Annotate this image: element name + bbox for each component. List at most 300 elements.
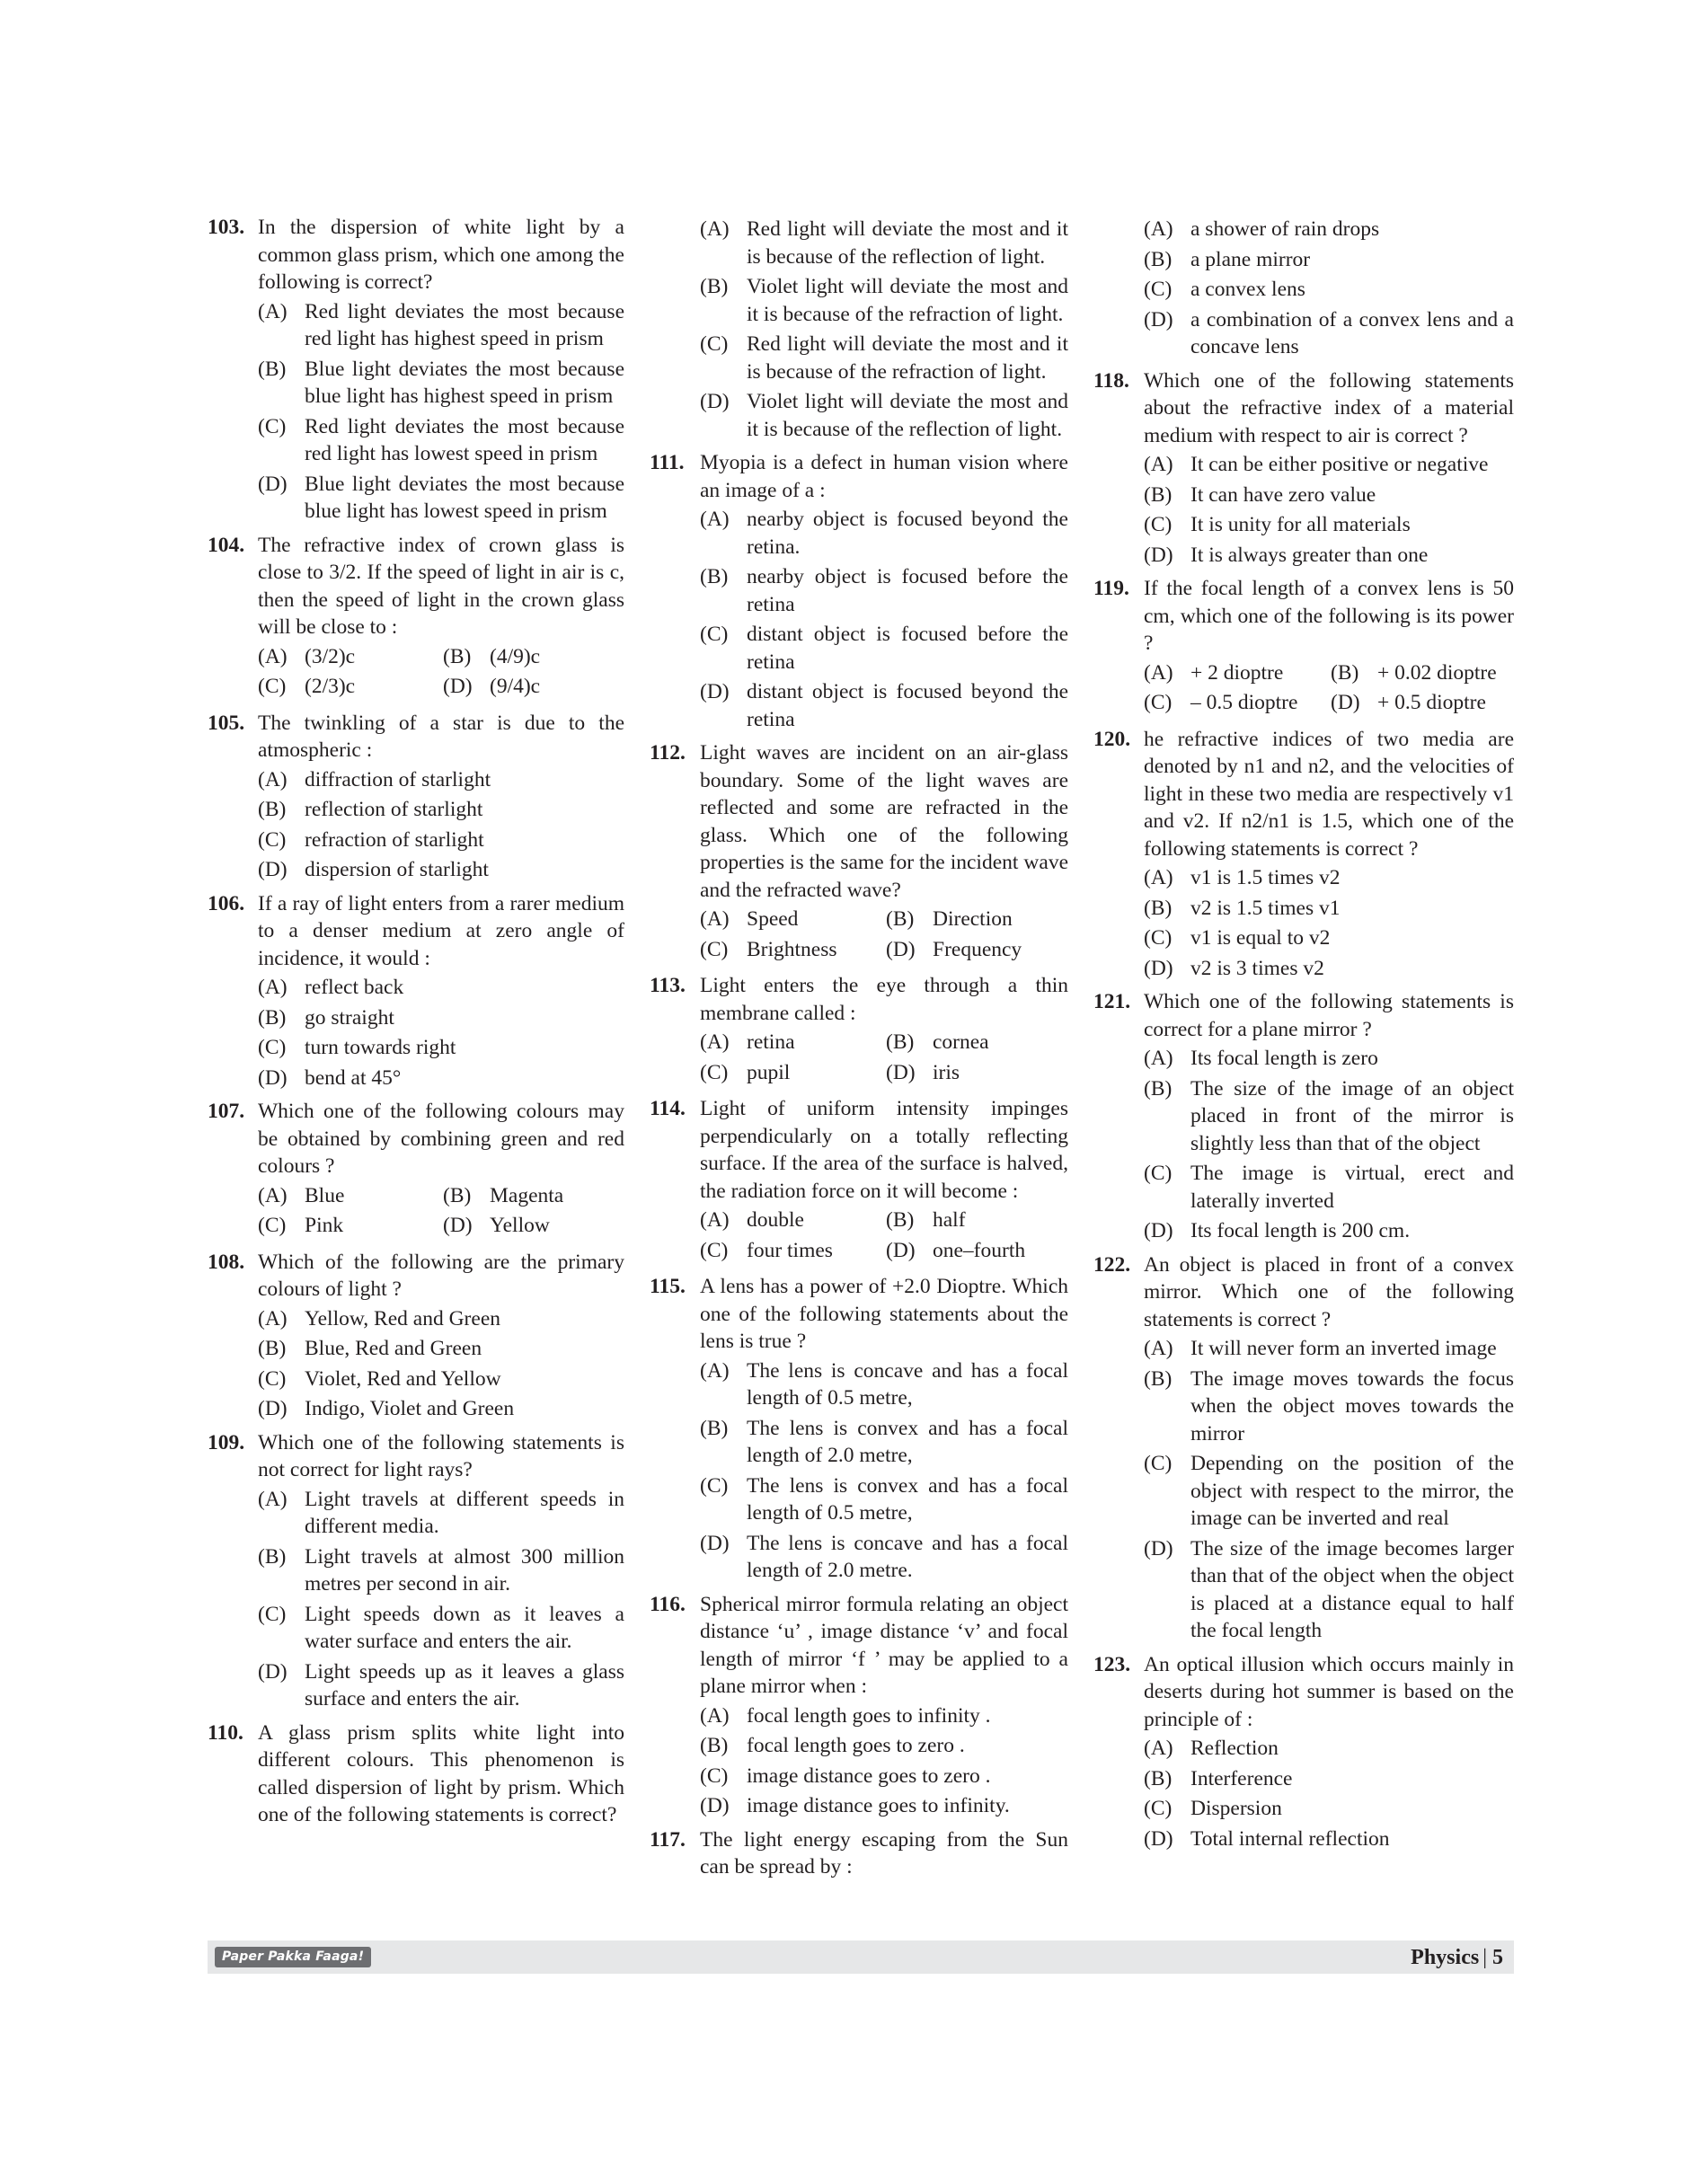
option-text: The image moves towards the focus when the object moves towards the mirror <box>1190 1366 1514 1445</box>
option-label: (D) <box>886 1060 916 1084</box>
option-text: image distance goes to infinity. <box>747 1794 1010 1817</box>
option-label: (D) <box>258 1659 288 1684</box>
option-label: (B) <box>1144 1076 1173 1101</box>
answer-option <box>258 1658 624 1713</box>
option-label: (B) <box>443 644 472 668</box>
question-number: 107. <box>208 1100 245 1123</box>
option-text: Pink <box>305 1214 344 1237</box>
answer-option <box>1144 1335 1514 1363</box>
option-list <box>1144 216 1514 361</box>
option-label: (C) <box>700 1764 729 1788</box>
page-number: 5 <box>1492 1946 1503 1969</box>
option-text: – 0.5 dioptre <box>1190 691 1298 714</box>
option-label: (A) <box>700 508 730 531</box>
question-text: A lens has a power of +2.0 Dioptre. Which one of the following statements about the lens is true ? <box>700 1275 1068 1353</box>
option-label: (B) <box>1144 896 1173 920</box>
option-list <box>258 298 624 526</box>
answer-option <box>258 1543 624 1598</box>
option-text: four times <box>747 1238 833 1262</box>
column-right <box>1093 214 1514 1859</box>
option-label: (B) <box>886 1208 915 1232</box>
question-text: Spherical mirror formula relating an object distance ‘u’ , image distance ‘v’ and focal length of mirror ‘f ’ may be applied to a plane mirror when : <box>700 1592 1068 1698</box>
option-text: image distance goes to zero . <box>747 1764 991 1788</box>
option-label: (B) <box>1144 1766 1173 1790</box>
option-label: (C) <box>700 937 729 961</box>
option-text: Its focal length is 200 cm. <box>1190 1219 1411 1242</box>
question-item <box>1093 216 1514 361</box>
option-list <box>700 216 1068 443</box>
question-number: 109. <box>208 1430 245 1454</box>
question-item <box>208 710 624 884</box>
question-text: An optical illusion which occurs mainly in deserts during hot summer is based on the principle of : <box>1144 1652 1514 1731</box>
option-text: v1 is 1.5 times v2 <box>1190 866 1341 889</box>
option-text: The lens is convex and has a focal length of 2.0 metre, <box>747 1416 1068 1467</box>
question-text: Light of uniform intensity impinges perpendicularly on a totally reflecting surface. If the area of the surface is halved, the radiation force on it will become : <box>700 1097 1068 1203</box>
option-label: (A) <box>700 217 730 241</box>
option-label: (A) <box>258 767 288 791</box>
answer-option <box>886 1207 1068 1234</box>
option-list <box>1144 864 1514 982</box>
option-text: distant object is focused beyond the retina <box>747 680 1068 731</box>
option-text: nearby object is focused beyond the retina. <box>747 508 1068 559</box>
option-label: (A) <box>700 1208 730 1232</box>
answer-option <box>700 1029 882 1056</box>
question-number: 106. <box>208 891 245 915</box>
answer-option <box>1144 306 1514 361</box>
option-text: The lens is concave and has a focal length of 2.0 metre. <box>747 1531 1068 1582</box>
option-label: (A) <box>258 976 288 999</box>
question-number: 114. <box>650 1097 686 1120</box>
option-text: focal length goes to zero . <box>747 1734 965 1757</box>
answer-option <box>700 273 1068 328</box>
question-number: 116. <box>650 1592 686 1616</box>
question-text: If a ray of light enters from a rarer medium to a denser medium at zero angle of incidence, it would : <box>258 891 624 970</box>
answer-option <box>700 678 1068 733</box>
option-label: (B) <box>700 1734 729 1757</box>
option-text: a convex lens <box>1190 278 1305 301</box>
option-label: (D) <box>886 1238 916 1262</box>
question-text: A glass prism splits white light into different colours. This phenomenon is called dispersion of light by prism. Which one of the following statements is correct? <box>258 1720 624 1826</box>
option-text: Interference <box>1190 1766 1293 1790</box>
option-text: reflection of starlight <box>305 798 483 821</box>
option-text: Light speeds down as it leaves a water surface and enters the air. <box>305 1602 624 1653</box>
option-text: Red light deviates the most because red light has lowest speed in prism <box>305 414 624 465</box>
question-item <box>208 1249 624 1423</box>
option-text: Brightness <box>747 937 837 961</box>
option-label: (A) <box>1144 866 1173 889</box>
option-list <box>1144 1735 1514 1852</box>
option-label: (A) <box>700 1358 730 1383</box>
option-text: The size of the image becomes larger than that of the object when the object is placed at a distance equal to half the focal length <box>1190 1536 1514 1642</box>
option-label: (C) <box>1144 1162 1173 1185</box>
page-info <box>1411 1944 1503 1971</box>
question-number: 115. <box>650 1275 686 1298</box>
answer-option <box>700 1792 1068 1820</box>
answer-option <box>1144 1366 1514 1448</box>
option-label: (D) <box>700 1531 730 1555</box>
answer-option <box>886 1029 1068 1056</box>
option-text: distant object is focused before the retina <box>747 623 1068 674</box>
option-text: bend at 45° <box>305 1065 402 1090</box>
option-list <box>700 1029 1068 1089</box>
answer-option <box>1144 1795 1514 1823</box>
question-text: Which one of the following colours may be obtained by combining green and red colours ? <box>258 1100 624 1178</box>
option-list <box>258 1486 624 1713</box>
question-item <box>650 972 1068 1089</box>
option-list <box>1144 659 1514 720</box>
option-text: (9/4)c <box>490 675 541 698</box>
option-label: (A) <box>1144 217 1173 241</box>
answer-option <box>1144 1217 1514 1245</box>
question-item <box>1093 1251 1514 1645</box>
option-label: (A) <box>258 299 288 323</box>
answer-option <box>1144 1045 1514 1073</box>
answer-option <box>258 1182 439 1210</box>
option-label: (B) <box>443 1183 472 1207</box>
option-label: (B) <box>1144 1366 1173 1391</box>
answer-option <box>700 506 1068 561</box>
answer-option <box>258 643 439 671</box>
question-item <box>1093 367 1514 570</box>
question-item <box>208 532 624 703</box>
answer-option <box>258 1305 624 1333</box>
answer-option <box>258 1366 624 1393</box>
option-label: (D) <box>443 675 473 698</box>
question-item <box>208 1429 624 1713</box>
question-number: 113. <box>650 974 686 997</box>
question-text: The twinkling of a star is due to the atmospheric : <box>258 711 624 762</box>
option-text: (3/2)c <box>305 644 356 668</box>
option-text: The image is virtual, erect and laterally inverted <box>1190 1162 1514 1213</box>
question-number: 119. <box>1093 577 1129 600</box>
question-number: 122. <box>1093 1252 1131 1277</box>
option-label: (D) <box>258 472 288 496</box>
option-label: (B) <box>1144 482 1173 507</box>
question-item <box>208 890 624 1092</box>
answer-option <box>258 1486 624 1541</box>
answer-option <box>258 974 624 1002</box>
option-text: Magenta <box>490 1183 564 1207</box>
answer-option <box>700 936 882 964</box>
option-text: Blue, Red and Green <box>305 1337 482 1360</box>
option-label: (D) <box>700 1794 730 1817</box>
question-number: 110. <box>208 1720 243 1745</box>
option-label: (C) <box>258 1036 287 1059</box>
answer-option <box>258 1335 624 1363</box>
answer-option <box>886 1059 1068 1087</box>
question-item <box>1093 575 1514 720</box>
answer-option <box>700 1530 1068 1585</box>
answer-option <box>1144 276 1514 304</box>
option-text: The lens is convex and has a focal length of 0.5 metre, <box>747 1473 1068 1525</box>
option-label: (C) <box>258 1366 287 1391</box>
option-label: (D) <box>1331 691 1360 714</box>
option-list <box>700 1357 1068 1585</box>
option-text: pupil <box>747 1060 791 1084</box>
option-text: It can have zero value <box>1190 482 1376 507</box>
answer-option <box>1144 895 1514 923</box>
question-text: If the focal length of a convex lens is 50 cm, which one of the following is its power ? <box>1144 577 1514 655</box>
answer-option <box>1144 1825 1514 1853</box>
option-label: (A) <box>258 1183 288 1207</box>
option-text: Light travels at different speeds in different media. <box>305 1487 624 1538</box>
option-text: (4/9)c <box>490 644 541 668</box>
option-text: v1 is equal to v2 <box>1190 926 1331 950</box>
answer-option <box>700 388 1068 443</box>
option-text: + 0.5 dioptre <box>1377 691 1486 714</box>
question-item <box>650 1273 1068 1585</box>
option-label: (C) <box>258 675 287 698</box>
option-label: (D) <box>258 1397 288 1420</box>
option-text: Depending on the position of the object with respect to the mirror, the image can be inverted and real <box>1190 1452 1514 1530</box>
option-label: (C) <box>1144 513 1173 536</box>
answer-option <box>886 936 1068 964</box>
answer-option <box>258 766 624 794</box>
option-text: one–fourth <box>933 1238 1026 1262</box>
answer-option <box>1331 689 1514 717</box>
answer-option <box>700 1415 1068 1470</box>
option-label: (D) <box>886 937 916 961</box>
answer-option <box>258 673 439 701</box>
question-number: 112. <box>650 741 686 765</box>
question-item <box>208 1098 624 1242</box>
option-text: Blue light deviates the most because blue light has lowest speed in prism <box>305 472 624 523</box>
option-label: (A) <box>1144 453 1173 476</box>
question-text: Which one of the following statements is correct for a plane mirror ? <box>1144 990 1514 1041</box>
option-label: (A) <box>700 1703 730 1728</box>
answer-option <box>258 471 624 526</box>
question-item <box>1093 726 1514 983</box>
option-label: (C) <box>700 623 729 646</box>
answer-option <box>886 1237 1068 1265</box>
option-label: (B) <box>886 1030 915 1054</box>
option-text: reflect back <box>305 976 404 999</box>
option-label: (A) <box>1144 1047 1173 1070</box>
question-item <box>1093 1651 1514 1853</box>
option-text: (2/3)c <box>305 675 356 698</box>
answer-option <box>258 1034 624 1062</box>
question-text: The refractive index of crown glass is close to 3/2. If the speed of light in air is c, then the speed of light in the crown glass will be close to : <box>258 533 624 639</box>
option-label: (C) <box>700 1238 729 1262</box>
subject-label: Physics <box>1411 1946 1480 1969</box>
option-label: (B) <box>258 1544 287 1569</box>
option-list <box>700 906 1068 966</box>
option-text: + 0.02 dioptre <box>1377 660 1497 685</box>
question-item <box>650 1095 1068 1267</box>
question-text: Light waves are incident on an air-glass boundary. Some of the light waves are reflected and some are refracted in the glass. Which one of the following properties is the same for the incident wave and the refracted wave? <box>700 741 1068 902</box>
option-label: (D) <box>1144 956 1173 980</box>
option-label: (C) <box>1144 691 1173 714</box>
option-text: It can be either positive or negative <box>1190 453 1489 476</box>
option-list <box>700 1207 1068 1267</box>
option-text: double <box>747 1208 804 1232</box>
option-text: Yellow <box>490 1214 550 1237</box>
answer-option <box>1144 864 1514 892</box>
option-text: Violet, Red and Yellow <box>305 1366 501 1391</box>
question-item <box>650 1826 1068 1881</box>
option-label: (B) <box>700 275 729 298</box>
option-label: (D) <box>1144 1536 1173 1560</box>
question-item <box>208 1719 624 1829</box>
option-label: (A) <box>258 1306 288 1330</box>
option-text: Red light will deviate the most and it is because of the reflection of light. <box>747 217 1068 269</box>
question-text: In the dispersion of white light by a common glass prism, which one among the following is correct? <box>258 216 624 294</box>
option-text: Reflection <box>1190 1737 1279 1760</box>
answer-option <box>258 827 624 854</box>
option-label: (B) <box>1331 660 1359 685</box>
option-text: Light speeds up as it leaves a glass surface and enters the air. <box>305 1659 624 1711</box>
option-text: Red light deviates the most because red light has highest speed in prism <box>305 299 624 350</box>
question-number: 120. <box>1093 727 1131 751</box>
option-list <box>258 1182 624 1242</box>
option-label: (B) <box>700 1416 729 1440</box>
answer-option <box>1144 511 1514 539</box>
option-label: (D) <box>258 858 288 881</box>
answer-option <box>700 1237 882 1265</box>
question-item <box>208 214 624 526</box>
answer-option <box>700 331 1068 385</box>
option-label: (B) <box>1144 247 1173 271</box>
option-list <box>258 1305 624 1423</box>
option-text: a shower of rain drops <box>1190 217 1380 241</box>
option-label: (C) <box>1144 278 1173 301</box>
option-label: (D) <box>1144 307 1173 332</box>
option-text: Blue light deviates the most because blue light has highest speed in prism <box>305 357 624 408</box>
question-item <box>650 449 1068 733</box>
option-label: (D) <box>700 390 730 413</box>
option-text: refraction of starlight <box>305 827 484 852</box>
option-text: a combination of a convex lens and a concave lens <box>1190 307 1514 358</box>
answer-option <box>258 1004 624 1032</box>
option-text: turn towards right <box>305 1036 456 1059</box>
option-text: retina <box>747 1030 795 1054</box>
answer-option <box>700 1763 1068 1790</box>
option-text: Violet light will deviate the most and it is because of the reflection of light. <box>747 390 1068 441</box>
option-list <box>700 1702 1068 1820</box>
option-label: (B) <box>258 798 287 821</box>
question-item <box>650 216 1068 443</box>
answer-option <box>258 298 624 353</box>
question-text: Light enters the eye through a thin membrane called : <box>700 974 1068 1025</box>
answer-option <box>700 216 1068 270</box>
option-text: Red light will deviate the most and it is because of the refraction of light. <box>747 332 1068 384</box>
question-text: he refractive indices of two media are denoted by n1 and n2, and the velocities of light in these two media are respectively v1 and v2. If n2/n1 is 1.5, which one of the following statements is correct ? <box>1144 727 1514 861</box>
answer-option <box>258 356 624 411</box>
question-item <box>650 739 1068 966</box>
option-label: (D) <box>1144 543 1173 567</box>
option-label: (D) <box>258 1065 288 1090</box>
question-number: 103. <box>208 216 245 239</box>
option-label: (A) <box>258 644 288 668</box>
question-text: An object is placed in front of a convex mirror. Which one of the following statements is correct ? <box>1144 1252 1514 1331</box>
option-label: (A) <box>1144 1737 1173 1760</box>
option-label: (B) <box>258 1337 287 1360</box>
option-label: (A) <box>700 907 730 931</box>
option-text: go straight <box>305 1005 394 1030</box>
answer-option <box>258 796 624 824</box>
question-text: The light energy escaping from the Sun can be spread by : <box>700 1827 1068 1879</box>
option-text: half <box>933 1208 966 1232</box>
option-label: (D) <box>1144 1826 1173 1851</box>
option-text: diffraction of starlight <box>305 767 491 791</box>
answer-option <box>1331 659 1514 687</box>
option-text: Indigo, Violet and Green <box>305 1397 515 1420</box>
answer-option <box>700 1207 882 1234</box>
question-number: 111. <box>650 451 685 474</box>
answer-option <box>700 563 1068 618</box>
option-text: v2 is 1.5 times v1 <box>1190 896 1341 920</box>
option-list <box>1144 1045 1514 1245</box>
answer-option <box>258 1212 439 1240</box>
option-label: (D) <box>443 1214 473 1237</box>
option-label: (A) <box>258 1487 288 1511</box>
option-list <box>258 766 624 884</box>
option-label: (C) <box>258 414 287 438</box>
question-text: Which one of the following statements about the refractive index of a material medium with respect to air is correct ? <box>1144 368 1514 447</box>
question-number: 118. <box>1093 368 1129 393</box>
option-label: (C) <box>258 1602 287 1626</box>
option-text: a plane mirror <box>1190 247 1311 271</box>
option-text: focal length goes to infinity . <box>747 1703 991 1728</box>
answer-option <box>700 1702 1068 1730</box>
option-text: iris <box>933 1060 960 1084</box>
option-text: The size of the image of an object placed in front of the mirror is slightly less than that of the object <box>1190 1076 1514 1155</box>
option-list <box>1144 1335 1514 1645</box>
answer-option <box>700 1472 1068 1527</box>
answer-option <box>1144 451 1514 479</box>
answer-option <box>258 413 624 468</box>
answer-option <box>443 673 624 701</box>
question-text: Which of the following are the primary colours of light ? <box>258 1250 624 1301</box>
option-text: v2 is 3 times v2 <box>1190 956 1324 980</box>
option-label: (C) <box>1144 926 1173 950</box>
publisher-logo: Paper Pakka Faaga! <box>215 1947 371 1967</box>
answer-option <box>258 1601 624 1656</box>
option-label: (C) <box>258 827 287 852</box>
answer-option <box>1144 1735 1514 1763</box>
answer-option <box>1144 1160 1514 1215</box>
option-text: Speed <box>747 907 799 931</box>
answer-option <box>258 856 624 884</box>
option-label: (B) <box>886 907 915 931</box>
answer-option <box>700 621 1068 676</box>
answer-option <box>443 1182 624 1210</box>
option-text: nearby object is focused before the retina <box>747 565 1068 616</box>
option-label: (A) <box>1144 660 1173 685</box>
option-text: Its focal length is zero <box>1190 1047 1378 1070</box>
option-label: (A) <box>1144 1337 1173 1360</box>
answer-option <box>700 1732 1068 1760</box>
option-label: (C) <box>700 1473 729 1498</box>
question-number: 121. <box>1093 990 1131 1013</box>
column-middle <box>650 214 1068 1887</box>
option-text: Direction <box>933 907 1013 931</box>
option-text: cornea <box>933 1030 989 1054</box>
option-label: (A) <box>700 1030 730 1054</box>
answer-option <box>1144 689 1327 717</box>
question-item <box>650 1591 1068 1820</box>
answer-option <box>700 906 882 933</box>
question-item <box>1093 988 1514 1245</box>
option-label: (B) <box>258 1005 287 1030</box>
option-text: Light travels at almost 300 million metres per second in air. <box>305 1544 624 1596</box>
question-text: Which one of the following statements is not correct for light rays? <box>258 1430 624 1481</box>
option-text: Blue <box>305 1183 345 1207</box>
option-list <box>258 974 624 1092</box>
option-label: (C) <box>700 332 729 356</box>
footer-separator: | <box>1482 1946 1487 1969</box>
option-label: (B) <box>700 565 729 588</box>
